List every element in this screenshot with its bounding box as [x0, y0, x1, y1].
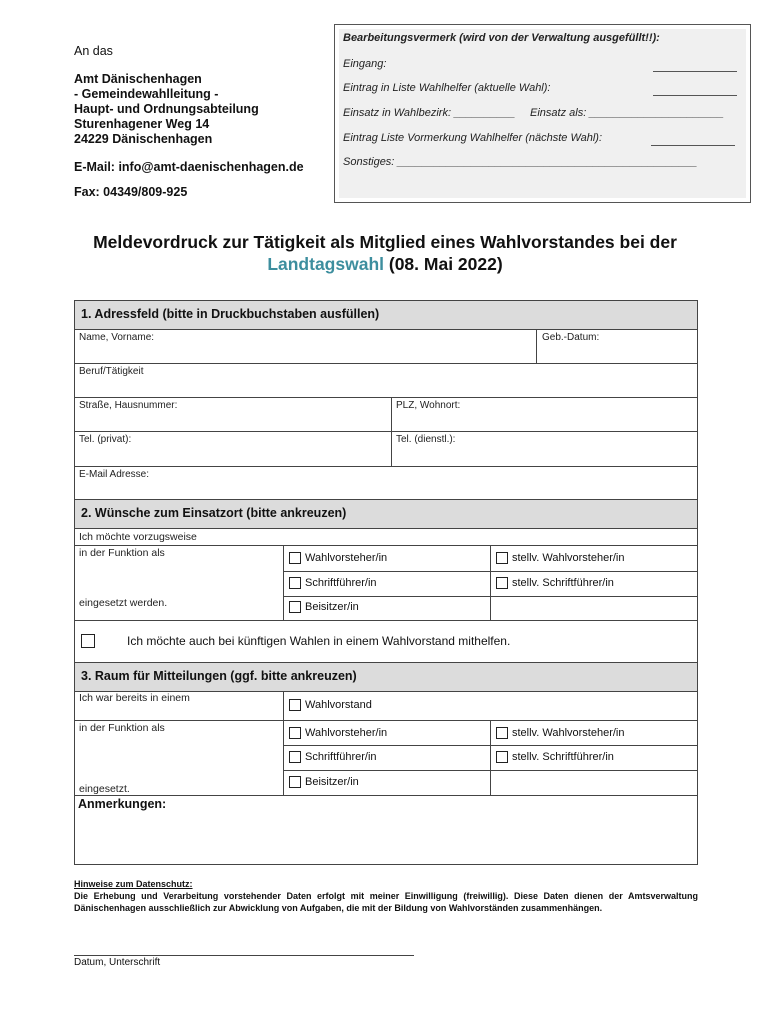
wish-vorsteher-option[interactable] — [289, 552, 387, 564]
recipient-address — [74, 44, 304, 200]
address-fax: Fax: 04349/809-925 — [74, 185, 188, 199]
checkbox[interactable] — [289, 699, 301, 711]
eingang-line — [653, 71, 737, 72]
previous-label: Ich war bereits in einem — [79, 692, 190, 704]
checkbox[interactable] — [289, 751, 301, 763]
address-line1: Amt Dänischenhagen — [74, 72, 202, 86]
option-label: stellv. Schriftführer/in — [512, 577, 614, 589]
col-divider — [283, 545, 284, 620]
eintrag-vormerkung-line — [651, 145, 735, 146]
section3-header — [74, 662, 698, 692]
row-divider — [74, 431, 698, 432]
wish-schrift-option[interactable] — [289, 577, 377, 589]
form-title-line2 — [0, 253, 770, 275]
checkbox[interactable] — [496, 751, 508, 763]
section3-title: 3. Raum für Mitteilungen (ggf. bitte ankreuzen) — [81, 669, 357, 683]
office-use-sonstiges: Sonstiges: _________________________________________________ — [343, 156, 698, 168]
address-line5: 24229 Dänischenhagen — [74, 132, 213, 146]
prev-stellv-vorsteher-option[interactable] — [496, 727, 624, 739]
checkbox[interactable] — [289, 601, 301, 613]
address-line2: - Gemeindewahlleitung - — [74, 87, 219, 101]
col-divider — [283, 692, 284, 795]
signature-line[interactable] — [74, 955, 414, 956]
col-divider — [536, 330, 537, 363]
future-help-option[interactable] — [81, 634, 510, 648]
eintrag-liste-line — [653, 95, 737, 96]
remarks-label: Anmerkungen: — [78, 797, 167, 811]
assigned-label: eingesetzt. — [79, 783, 130, 795]
election-date: (08. Mai 2022) — [384, 254, 503, 274]
election-name: Landtagswahl — [267, 254, 384, 274]
form-title — [0, 231, 770, 275]
office-use-eingang: Eingang: — [343, 58, 387, 70]
phone-work-field[interactable]: Tel. (dienstl.): — [396, 434, 456, 445]
section2-title: 2. Wünsche zum Einsatzort (bitte ankreuzen) — [81, 506, 347, 520]
option-label: stellv. Wahlvorsteher/in — [512, 552, 625, 564]
checkbox[interactable] — [496, 552, 508, 564]
prev-stellv-schrift-option[interactable] — [496, 751, 614, 763]
row-divider — [74, 545, 698, 546]
col-divider — [391, 397, 392, 466]
email-field[interactable]: E-Mail Adresse: — [79, 469, 150, 480]
function-label: in der Funktion als — [79, 722, 165, 734]
office-use-eintrag-vormerkung: Eintrag Liste Vormerkung Wahlhelfer (nächste Wahl): — [343, 132, 603, 144]
option-label: Schriftführer/in — [305, 577, 377, 589]
row-divider — [74, 466, 698, 467]
address-line3: Haupt- und Ordnungsabteilung — [74, 102, 259, 116]
section1-header — [74, 300, 698, 330]
option-label: Beisitzer/in — [305, 776, 359, 788]
future-help-label: Ich möchte auch bei künftigen Wahlen in einem Wahlvorstand mithelfen. — [127, 634, 511, 648]
option-label: Schriftführer/in — [305, 751, 377, 763]
checkbox[interactable] — [289, 552, 301, 564]
wish-stellv-schrift-option[interactable] — [496, 577, 614, 589]
office-use-eintrag-liste: Eintrag in Liste Wahlhelfer (aktuelle Wahl): — [343, 82, 551, 94]
checkbox[interactable] — [496, 727, 508, 739]
privacy-text: Die Erhebung und Verarbeitung vorstehender Daten erfolgt mit meiner Einwilligung (freiwillig). Diese Daten dienen der Amtsverwaltung Dänischenhagen ausschließlich zur Abwicklung von Aufgaben, die mit der Bildung von Wahlvorständen zusammenhängen. — [74, 891, 698, 913]
option-label: Beisitzer/in — [305, 601, 359, 613]
wish-beisitzer-option[interactable] — [289, 601, 359, 613]
occupation-field[interactable]: Beruf/Tätigkeit — [79, 366, 144, 377]
office-use-einsatz-als: Einsatz als: ______________________ — [530, 107, 724, 119]
wish-stellv-vorsteher-option[interactable] — [496, 552, 624, 564]
name-field[interactable]: Name, Vorname: — [79, 332, 155, 343]
preference-label: Ich möchte vorzugsweise — [79, 531, 197, 543]
prev-beisitzer-option[interactable] — [289, 776, 359, 788]
phone-private-field[interactable]: Tel. (privat): — [79, 434, 132, 445]
row-divider — [74, 795, 698, 796]
prev-schrift-option[interactable] — [289, 751, 377, 763]
prev-wahlvorstand-option[interactable] — [289, 699, 372, 711]
row-divider — [74, 363, 698, 364]
function-label: in der Funktion als — [79, 547, 165, 559]
checkbox[interactable] — [289, 776, 301, 788]
office-use-inner — [339, 29, 746, 198]
address-to: An das — [74, 44, 113, 58]
col-divider — [490, 720, 491, 795]
prev-vorsteher-option[interactable] — [289, 727, 387, 739]
row-divider — [74, 720, 283, 721]
col-divider — [490, 545, 491, 620]
option-label: stellv. Wahlvorsteher/in — [512, 727, 625, 739]
checkbox[interactable] — [289, 727, 301, 739]
street-field[interactable]: Straße, Hausnummer: — [79, 400, 178, 411]
office-use-box — [334, 24, 751, 203]
privacy-heading: Hinweise zum Datenschutz: — [74, 879, 193, 889]
address-email: E-Mail: info@amt-daenischenhagen.de — [74, 160, 304, 174]
remarks-area[interactable] — [75, 814, 697, 864]
checkbox[interactable] — [289, 577, 301, 589]
birthdate-field[interactable]: Geb.-Datum: — [542, 332, 600, 343]
row-divider — [74, 397, 698, 398]
office-use-einsatz-bezirk: Einsatz in Wahlbezirk: __________ — [343, 107, 516, 119]
option-label: Wahlvorstand — [305, 699, 372, 711]
signature-label: Datum, Unterschrift — [74, 957, 161, 968]
section1-title: 1. Adressfeld (bitte in Druckbuchstaben ausfüllen) — [81, 307, 380, 321]
option-label: Wahlvorsteher/in — [305, 552, 388, 564]
assigned-label: eingesetzt werden. — [79, 597, 168, 609]
office-use-title: Bearbeitungsvermerk (wird von der Verwaltung ausgefüllt!!): — [343, 32, 660, 44]
section2-header — [74, 499, 698, 529]
city-field[interactable]: PLZ, Wohnort: — [396, 400, 461, 411]
address-line4: Sturenhagener Weg 14 — [74, 117, 210, 131]
form-title-line1: Meldevordruck zur Tätigkeit als Mitglied eines Wahlvorstandes bei der — [93, 232, 677, 252]
row-divider — [74, 620, 698, 621]
privacy-notice — [74, 878, 698, 914]
checkbox[interactable] — [81, 634, 95, 648]
checkbox[interactable] — [496, 577, 508, 589]
option-label: Wahlvorsteher/in — [305, 727, 388, 739]
option-label: stellv. Schriftführer/in — [512, 751, 614, 763]
